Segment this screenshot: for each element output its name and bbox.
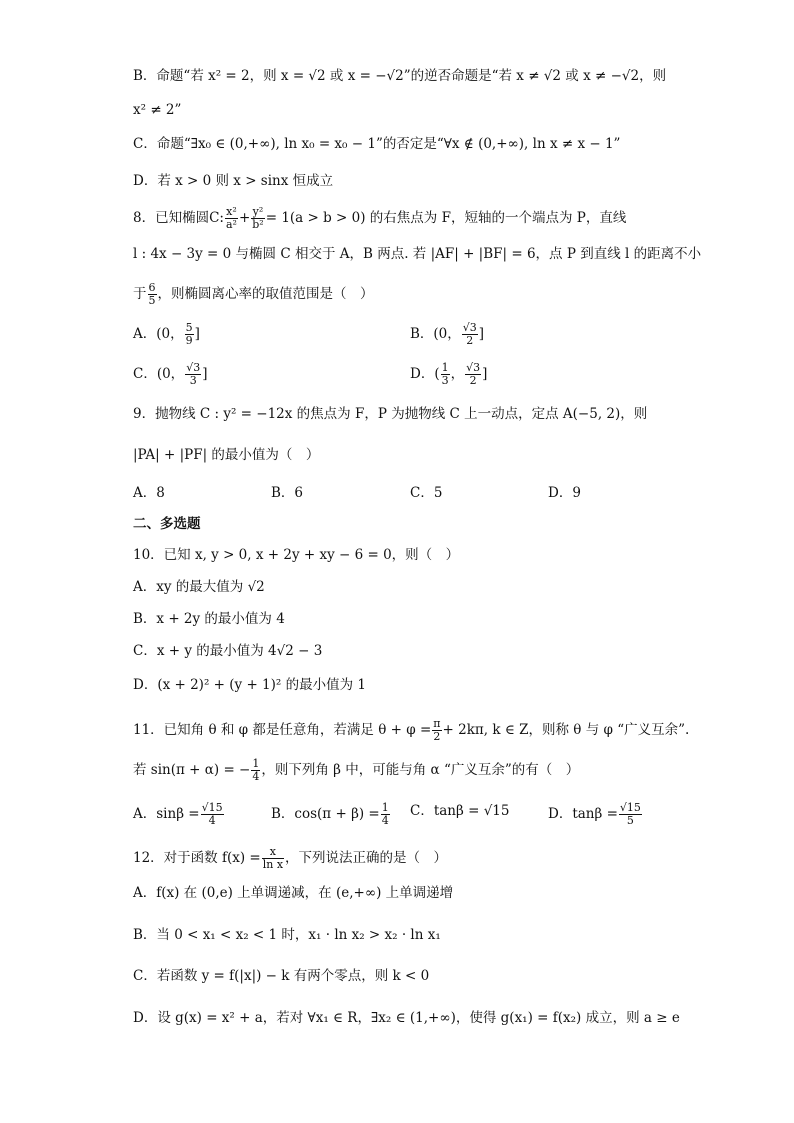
q11-option-a: A．sinβ = $\frac{√15}{4}$: [133, 801, 223, 827]
q12-option-b: B．当 0 < x₁ < x₂ < 1 时，x₁ · ln x₂ > x₂ · ln x₁: [133, 927, 441, 943]
q10-option-b: B．x + 2y 的最小值为 4: [133, 611, 285, 627]
x-over-lnx-fraction: $\frac{x}{\text{ln x}}$: [262, 845, 284, 871]
one-quarter-fraction: $\frac{1}{4}$: [252, 757, 260, 783]
pi-over-2-fraction: $\frac{\pi}{2}$: [433, 717, 441, 743]
q10-option-d: D．(x + 2)² + (y + 1)² 的最小值为 1: [133, 677, 366, 693]
q10-option-a: A．xy 的最大值为 √2: [133, 579, 265, 595]
q7-option-d: D．若 x > 0 则 x > sinx 恒成立: [133, 173, 334, 189]
q11-option-b: B．cos(π + β) = $\frac{1}{4}$: [271, 801, 389, 827]
q11-stem-line1: 11．已知角 θ 和 φ 都是任意角，若满足 θ + φ = $\frac{\pi}{2}$ + 2kπ, k ∈ Z，则称 θ 与 φ “广义互余”.: [133, 717, 690, 743]
q12-option-d: D．设 g(x) = x² + a，若对 ∀x₁ ∈ R，∃x₂ ∈ (1,+∞)，使得 g(x₁) = f(x₂) 成立，则 a ≥ e: [133, 1010, 680, 1026]
q11-stem-line2: 若 sin(π + α) = − $\frac{1}{4}$ ，则下列角 β 中，可能与角 α “广义互余”的有（ ）: [133, 757, 580, 783]
q10-stem: 10．已知 x, y > 0, x + 2y + xy − 6 = 0，则（ ）: [133, 547, 460, 563]
q7-option-b-line1: B．命题“若 x² = 2，则 x = √2 或 x = −√2”的逆否命题是“若 x ≠ √2 或 x ≠ −√2，则: [133, 68, 667, 84]
q8-stem-line3: 于 $\frac{6}{5}$ ，则椭圆离心率的取值范围是（ ）: [133, 281, 374, 307]
section-heading-multiple-choice: 二、多选题: [133, 516, 201, 532]
q12-option-c: C．若函数 y = f(|x|) − k 有两个零点，则 k < 0: [133, 968, 430, 984]
q8-option-a: A．(0， $\frac{5}{9}$ ]: [133, 321, 200, 347]
q9-stem-line2: |PA| + |PF| 的最小值为（ ）: [133, 447, 320, 463]
distance-fraction: $\frac{6}{5}$: [148, 281, 156, 307]
ellipse-y-fraction: $\frac{\text{y²}}{\text{b²}}$: [252, 205, 264, 231]
q8-option-c: C．(0， $\frac{√3}{3}$ ]: [133, 361, 208, 387]
q11-option-c: C．tanβ = √15: [410, 803, 510, 819]
q9-option-c: C．5: [410, 485, 443, 501]
q10-option-c: C．x + y 的最小值为 4√2 − 3: [133, 643, 323, 659]
q12-stem: 12．对于函数 f(x) = $\frac{x}{\text{ln x}}$ ，下列说法正确的是（ ）: [133, 845, 448, 871]
q9-option-b: B．6: [271, 485, 304, 501]
q9-option-d: D．9: [548, 485, 581, 501]
q12-option-a: A．f(x) 在 (0,e) 上单调递减，在 (e,+∞) 上单调递增: [133, 885, 454, 901]
q11-option-d: D．tanβ = $\frac{√15}{5}$: [548, 801, 641, 827]
q8-stem-line2: l : 4x − 3y = 0 与椭圆 C 相交于 A，B 两点. 若 |AF| + |BF| = 6，点 P 到直线 l 的距离不小: [133, 246, 702, 262]
q9-stem-line1: 9．抛物线 C : y² = −12x 的焦点为 F，P 为抛物线 C 上一动点，定点 A(−5, 2)，则: [133, 406, 648, 422]
q8-option-d: D．( $\frac{1}{3}$ ， $\frac{√3}{2}$ ]: [410, 361, 488, 387]
q7-option-b-line2: x² ≠ 2”: [133, 102, 182, 118]
q8-stem-line1: 8．已知椭圆C: $\frac{\text{x²}}{\text{a²}}$ + $\frac{\text{y²}}{\text{b²}}$ = 1(a > b > 0) 的右焦点为 F，短轴的一个端点为 P，直线: [133, 205, 627, 231]
ellipse-x-fraction: $\frac{\text{x²}}{\text{a²}}$: [225, 205, 237, 231]
q9-option-a: A．8: [133, 485, 165, 501]
q8-option-b: B．(0， $\frac{√3}{2}$ ]: [410, 321, 485, 347]
q7-option-c: C．命题“∃x₀ ∈ (0,+∞), ln x₀ = x₀ − 1”的否定是“∀x ∉ (0,+∞), ln x ≠ x − 1”: [133, 136, 621, 152]
